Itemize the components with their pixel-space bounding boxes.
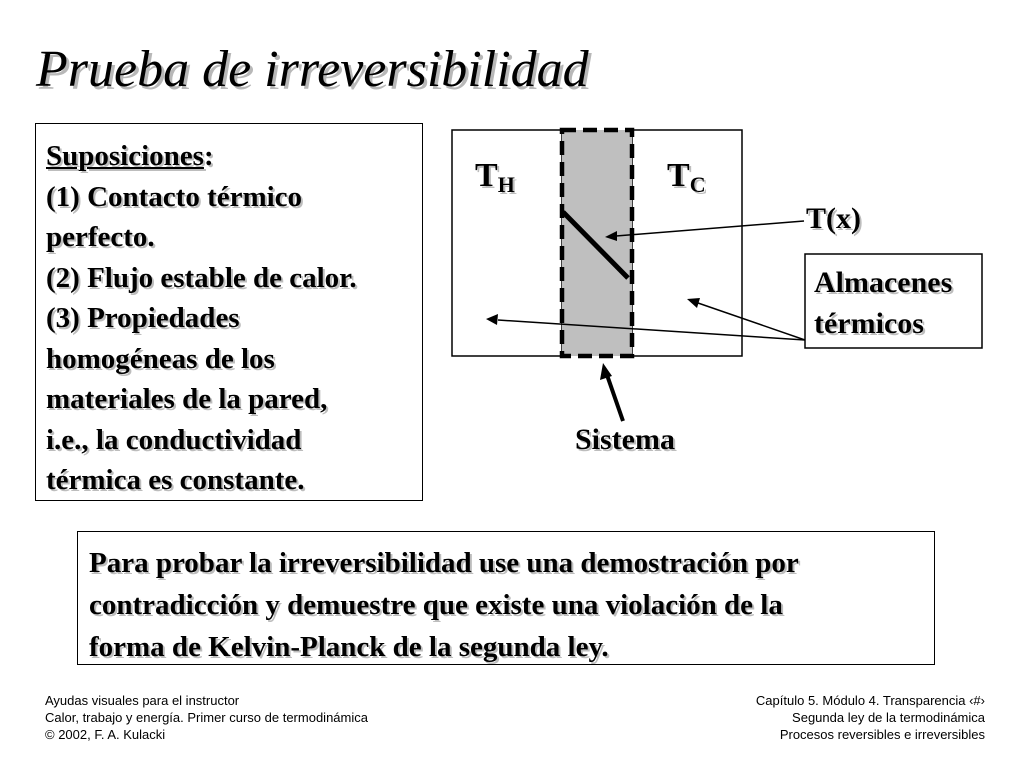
system-arrow xyxy=(607,375,623,421)
profile-label: T(x) xyxy=(806,202,861,235)
statement-box xyxy=(77,531,935,665)
assumption-line: térmica es constante. xyxy=(46,464,305,496)
hot-reservoir xyxy=(452,130,562,356)
slide-title: Prueba de irreversibilidad xyxy=(36,41,589,98)
system-arrowhead xyxy=(600,363,612,380)
cold-temp-subscript: C xyxy=(689,172,706,197)
assumptions-heading-colon: : xyxy=(203,140,214,172)
hot-temp-subscript: H xyxy=(497,172,515,197)
reservoirs-label-line2: térmicos xyxy=(814,307,924,340)
assumption-line: perfecto. xyxy=(46,221,155,253)
assumption-line: (3) Propiedades xyxy=(46,302,240,334)
assumptions-heading-text: Suposiciones xyxy=(46,140,204,172)
assumption-line: materiales de la pared, xyxy=(46,383,328,415)
system-label: Sistema xyxy=(575,423,675,456)
statement-line: Para probar la irreversibilidad use una demostración por xyxy=(89,547,799,579)
footer-left-line: © 2002, F. A. Kulacki xyxy=(45,727,166,742)
assumption-line: (2) Flujo estable de calor. xyxy=(46,261,357,294)
statement-line: contradicción y demuestre que existe una violación de la xyxy=(89,589,783,621)
statement-line: forma de Kelvin-Planck de la segunda ley. xyxy=(89,631,609,663)
footer-right-line: Segunda ley de la termodinámica xyxy=(792,710,985,725)
footer-left xyxy=(45,692,368,743)
footer-right-line: Capítulo 5. Módulo 4. Transparencia ‹#› xyxy=(755,693,985,708)
assumption-line: homogéneas de los xyxy=(46,342,275,375)
footer-right xyxy=(756,692,985,743)
hot-temp-symbol: T xyxy=(475,157,498,194)
reservoirs-label-line1: Almacenes xyxy=(814,266,953,299)
footer-left-line: Ayudas visuales para el instructor xyxy=(45,693,240,708)
footer-right-line: Procesos reversibles e irreversibles xyxy=(779,727,985,742)
footer-left-line: Calor, trabajo y energía. Primer curso de termodinámica xyxy=(45,710,368,725)
cold-temp-symbol: T xyxy=(667,157,690,194)
assumption-line: (1) Contacto térmico xyxy=(46,180,303,213)
assumption-line: i.e., la conductividad xyxy=(46,423,302,456)
